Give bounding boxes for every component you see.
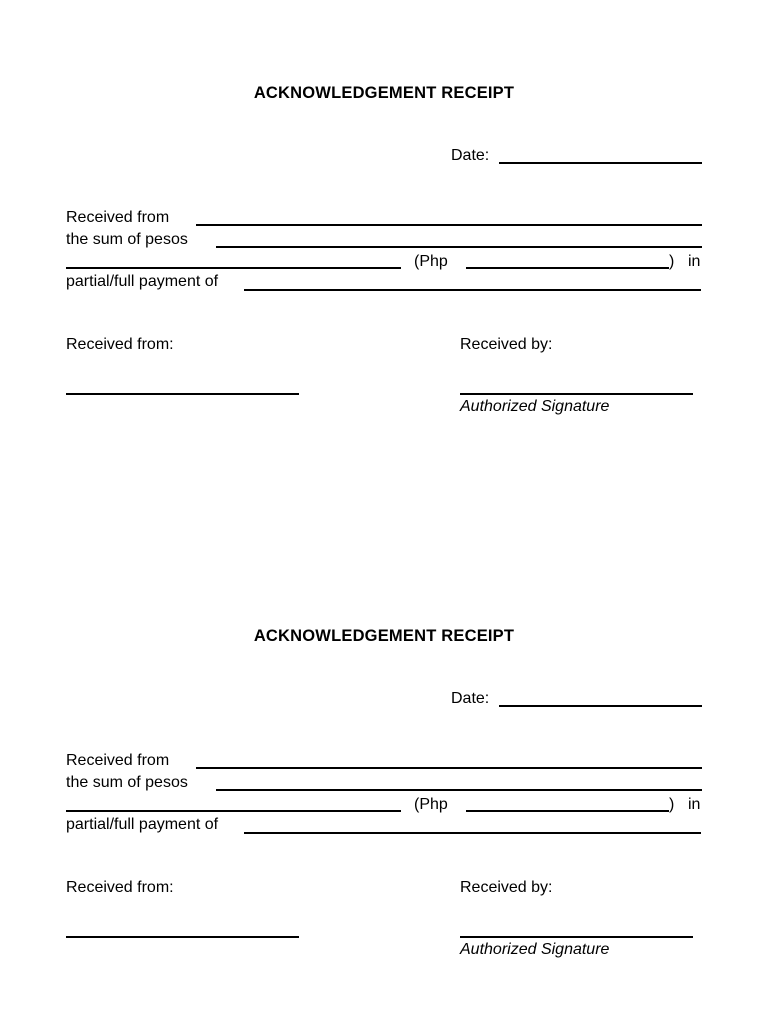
received-by-signature-line[interactable] (460, 936, 693, 938)
signature-received-by-label: Received by: (460, 879, 553, 896)
date-field-line[interactable] (499, 705, 702, 707)
php-amount-field-line[interactable] (466, 267, 669, 269)
received-from-label: Received from (66, 209, 170, 226)
php-amount-field-line[interactable] (466, 810, 669, 812)
signature-received-by-label: Received by: (460, 336, 553, 353)
php-label: (Php (414, 253, 448, 270)
signature-received-from-label: Received from: (66, 336, 174, 353)
sum-of-pesos-field-line[interactable] (216, 789, 702, 791)
received-from-signature-line[interactable] (66, 936, 299, 938)
sum-of-pesos-label: the sum of pesos (66, 231, 188, 248)
php-label: (Php (414, 796, 448, 813)
sum-of-pesos-continuation-line[interactable] (66, 267, 401, 269)
payment-of-label: partial/full payment of (66, 273, 219, 290)
received-from-signature-line[interactable] (66, 393, 299, 395)
receipt-form-2 (0, 543, 768, 958)
payment-of-field-line[interactable] (244, 289, 701, 291)
receipt-title: ACKNOWLEDGEMENT RECEIPT (253, 84, 515, 102)
authorized-signature-label: Authorized Signature (460, 398, 610, 415)
authorized-signature-label: Authorized Signature (460, 941, 610, 958)
close-paren: ) (669, 796, 675, 813)
date-field-line[interactable] (499, 162, 702, 164)
sum-of-pesos-continuation-line[interactable] (66, 810, 401, 812)
in-label: in (688, 796, 701, 813)
receipt-form-1 (0, 0, 768, 415)
received-from-field-line[interactable] (196, 767, 702, 769)
payment-of-label: partial/full payment of (66, 816, 219, 833)
in-label: in (688, 253, 701, 270)
payment-of-field-line[interactable] (244, 832, 701, 834)
date-label: Date: (451, 690, 490, 707)
received-from-field-line[interactable] (196, 224, 702, 226)
sum-of-pesos-label: the sum of pesos (66, 774, 188, 791)
signature-received-from-label: Received from: (66, 879, 174, 896)
sum-of-pesos-field-line[interactable] (216, 246, 702, 248)
received-from-label: Received from (66, 752, 170, 769)
received-by-signature-line[interactable] (460, 393, 693, 395)
receipt-title: ACKNOWLEDGEMENT RECEIPT (253, 627, 515, 645)
close-paren: ) (669, 253, 675, 270)
date-label: Date: (451, 147, 490, 164)
